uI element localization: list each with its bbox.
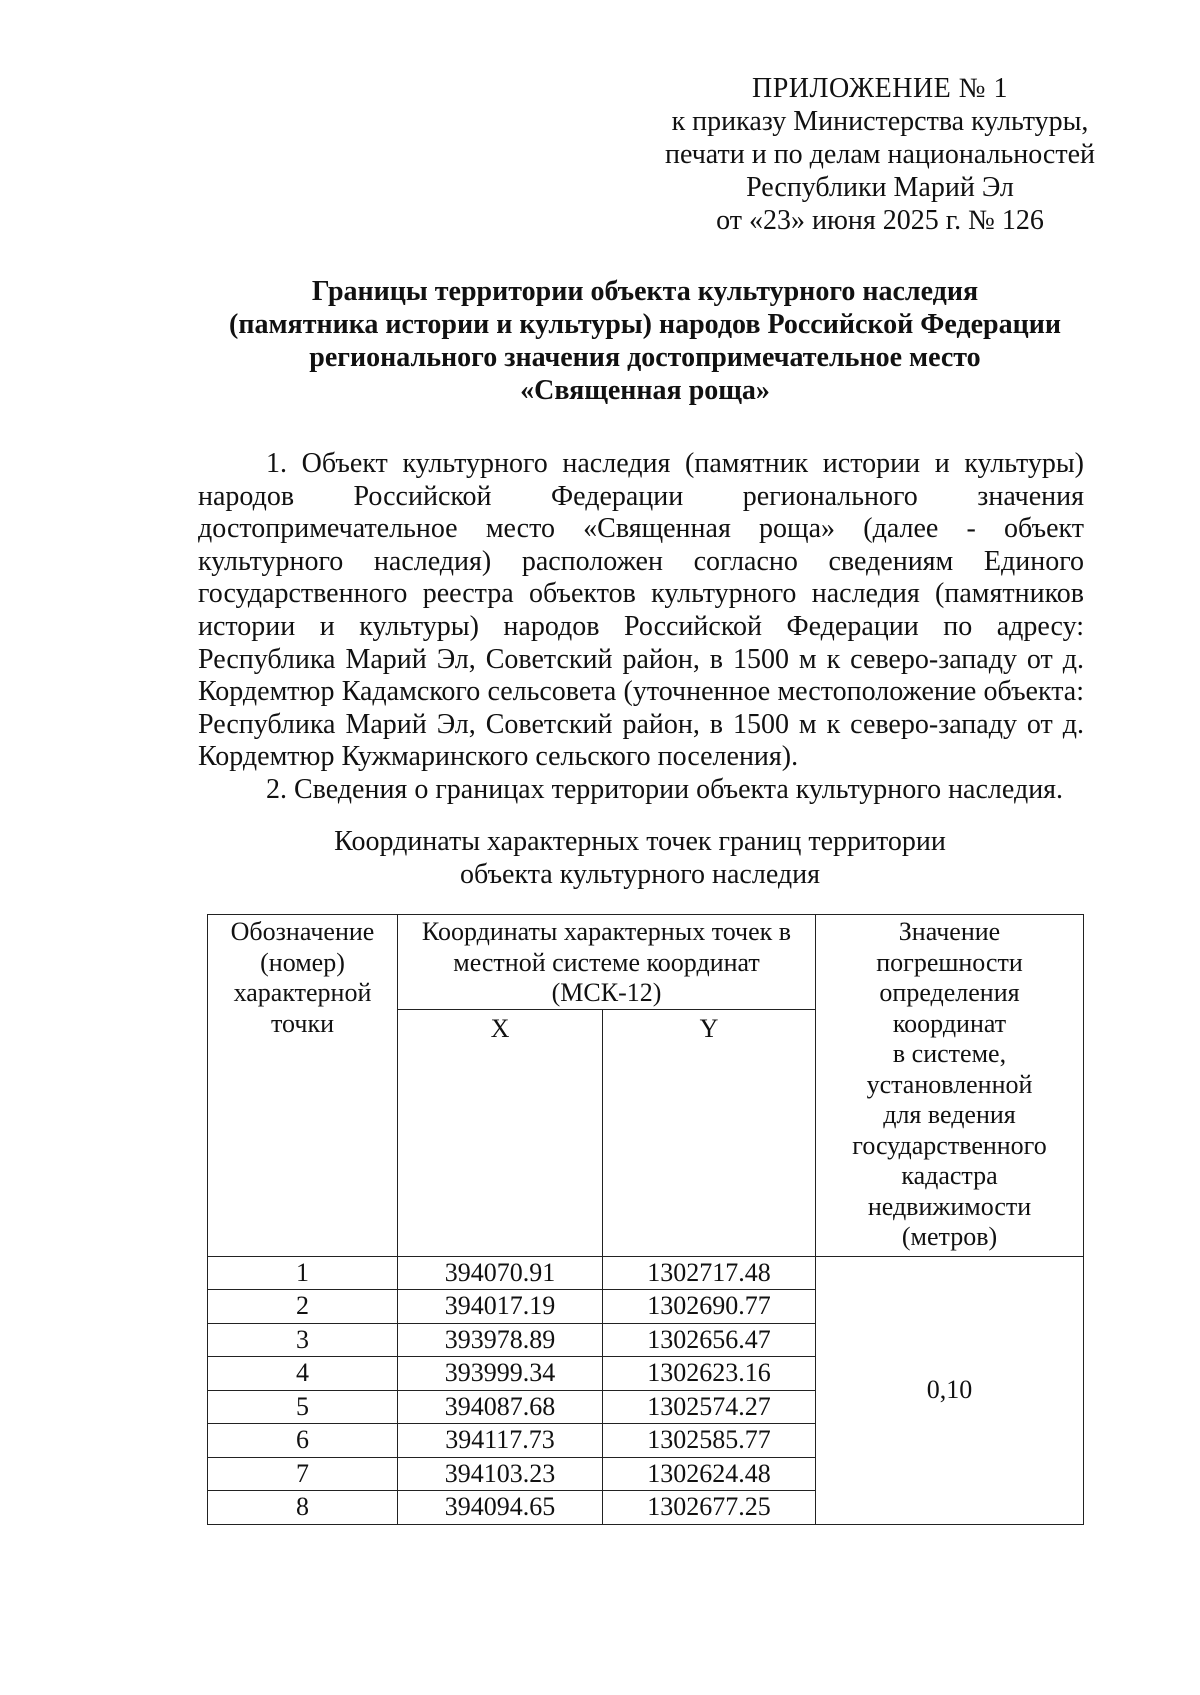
annex-block xyxy=(640,72,1120,237)
cell-y: 1302623.16 xyxy=(603,1357,816,1391)
header-point-number: Обозначение (номер) характерной точки xyxy=(208,915,398,1257)
caption-line: Координаты характерных точек границ территории xyxy=(334,826,946,857)
annex-line: к приказу Министерства культуры, xyxy=(671,106,1089,137)
caption-line: объекта культурного наследия xyxy=(460,859,820,890)
cell-point: 4 xyxy=(208,1357,398,1391)
cell-error-value: 0,10 xyxy=(816,1256,1084,1524)
header-coordinates: Координаты характерных точек в местной системе координат (МСК-12) xyxy=(398,915,816,1010)
cell-y: 1302677.25 xyxy=(603,1491,816,1525)
header-error-value: Значение погрешности определения координат в системе, установленной для ведения государственного кадастра недвижимости (метров) xyxy=(816,915,1084,1257)
cell-point: 6 xyxy=(208,1424,398,1458)
cell-x: 393978.89 xyxy=(398,1323,603,1357)
annex-line: от «23» июня 2025 г. № 126 xyxy=(716,205,1044,236)
table-caption xyxy=(190,825,1090,891)
cell-point: 7 xyxy=(208,1457,398,1491)
cell-x: 394070.91 xyxy=(398,1256,603,1290)
cell-x: 394087.68 xyxy=(398,1390,603,1424)
cell-point: 1 xyxy=(208,1256,398,1290)
header-y: Y xyxy=(603,1009,816,1256)
coordinates-table xyxy=(207,914,1084,1525)
cell-y: 1302656.47 xyxy=(603,1323,816,1357)
title-line: (памятника истории и культуры) народов Российской Федерации xyxy=(229,309,1061,340)
header-x: X xyxy=(398,1009,603,1256)
cell-x: 394117.73 xyxy=(398,1424,603,1458)
title-line: Границы территории объекта культурного наследия xyxy=(311,276,979,307)
cell-y: 1302690.77 xyxy=(603,1290,816,1324)
cell-point: 5 xyxy=(208,1390,398,1424)
cell-point: 8 xyxy=(208,1491,398,1525)
cell-y: 1302717.48 xyxy=(603,1256,816,1290)
cell-y: 1302574.27 xyxy=(603,1390,816,1424)
cell-x: 393999.34 xyxy=(398,1357,603,1391)
cell-y: 1302585.77 xyxy=(603,1424,816,1458)
cell-point: 3 xyxy=(208,1323,398,1357)
annex-line: Республики Марий Эл xyxy=(746,172,1014,203)
cell-x: 394103.23 xyxy=(398,1457,603,1491)
title-line: регионального значения достопримечательное место xyxy=(309,342,981,373)
cell-x: 394017.19 xyxy=(398,1290,603,1324)
paragraph-2: 2. Сведения о границах территории объекта культурного наследия. xyxy=(266,773,1064,805)
document-title xyxy=(150,275,1140,407)
cell-x: 394094.65 xyxy=(398,1491,603,1525)
annex-line: печати и по делам национальностей xyxy=(664,139,1096,170)
cell-y: 1302624.48 xyxy=(603,1457,816,1491)
table-row xyxy=(208,1256,1084,1290)
table-header-row xyxy=(208,915,1084,1010)
cell-point: 2 xyxy=(208,1290,398,1324)
paragraph-1: 1. Объект культурного наследия (памятник истории и культуры) народов Российской Федерации регионального значения достопримечательное место «Священная роща» (далее - объект культурного наследия) расположен согласно сведениям Единого государственного реестра объектов культурного наследия (памятников истории и культуры) народов Российской Федерации по адресу: Республика Марий Эл, Советский район, в 1500 м к северо-западу от д. Кордемтюр Кадамского сельсовета (уточненное местоположение объекта: Республика Марий Эл, Советский район, в 1500 м к северо-западу от д. Кордемтюр Кужмаринского сельского поселения). xyxy=(198,448,1084,773)
body-text xyxy=(198,448,1084,807)
title-line: «Священная роща» xyxy=(520,375,770,406)
annex-title: ПРИЛОЖЕНИЕ № 1 xyxy=(752,73,1008,104)
